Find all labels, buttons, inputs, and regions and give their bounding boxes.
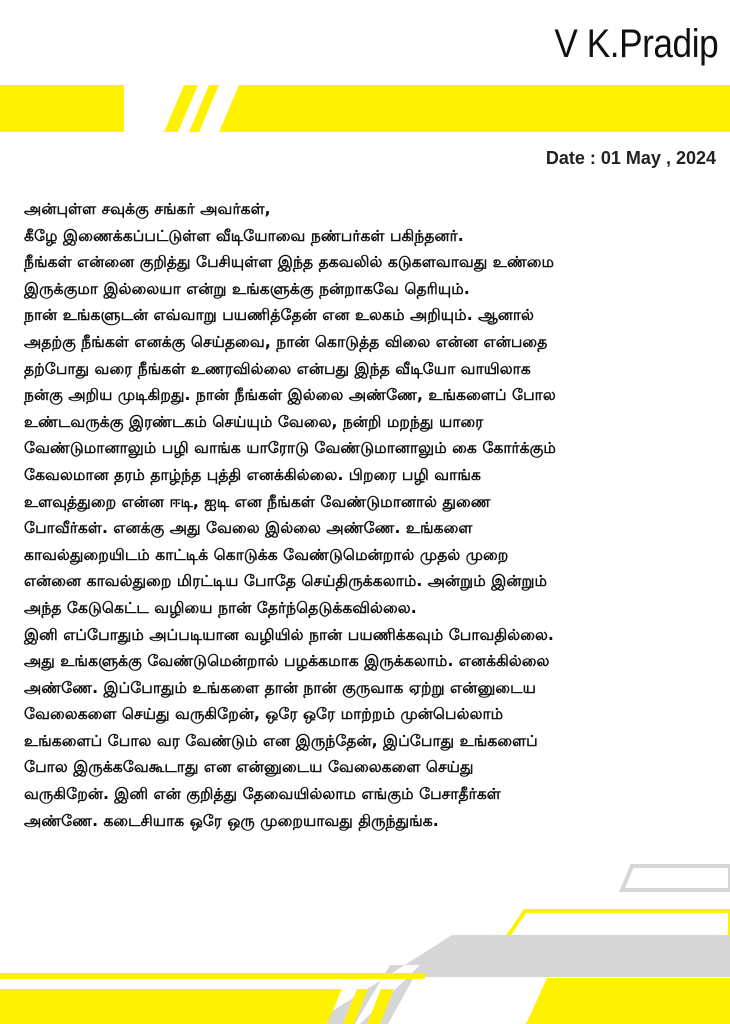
sender-name: V K.Pradip xyxy=(554,22,718,66)
bottom-yellow-outline xyxy=(500,911,730,948)
bottom-yellow-slash-1 xyxy=(343,989,368,1024)
bottom-white-slash xyxy=(460,978,498,1024)
letter-line: அன்புள்ள சவுக்கு சங்கர் அவர்கள், xyxy=(24,200,271,218)
letter-line: காவல்துறையிடம் காட்டிக் கொடுக்க வேண்டுமென்றால் முதல் முறை xyxy=(24,545,509,564)
letter-line: நீங்கள் என்னை குறித்து பேசியுள்ள இந்த தகவலில் கடுகளவாவது உண்மை xyxy=(24,253,555,272)
bottom-gray-block xyxy=(312,935,730,1024)
bottom-yellow-bar-right xyxy=(526,978,730,1024)
top-yellow-slash-1 xyxy=(164,85,198,132)
top-yellow-bar-left xyxy=(0,85,124,132)
letter-line: அந்த கேடுகெட்ட வழியை நான் தேர்ந்தெடுக்கவில்லை. xyxy=(24,598,417,617)
bottom-gray-outline xyxy=(622,866,730,890)
bottom-yellow-thin-line xyxy=(0,973,425,979)
letter-date: Date : 01 May , 2024 xyxy=(545,148,716,168)
letter-line: உண்டவருக்கு இரண்டகம் செய்யும் வேலை, நன்றி மறந்து யாரை xyxy=(24,412,484,431)
letter-line: வருகிறேன். இனி என் குறித்து தேவையில்லாம எங்கும் பேசாதீர்கள் xyxy=(24,785,501,804)
letter-line: வேலைகளை செய்து வருகிறேன், ஒரே ஒரே மாற்றம் முன்பெல்லாம் xyxy=(24,705,504,724)
letter-line: கேவலமான தரம் தாழ்ந்த புத்தி எனக்கில்லை. பிறரை பழி வாங்க xyxy=(24,465,481,484)
bottom-yellow-bar-left xyxy=(0,989,342,1024)
letter-line: கீழே இணைக்கப்பட்டுள்ள வீடியோவை நண்பர்கள் பகிந்தனர். xyxy=(24,226,464,245)
letter-line: அதற்கு நீங்கள் எனக்கு செய்தவை, நான் கொடுத்த விலை என்ன என்பதை xyxy=(24,332,548,351)
letter-line: தற்போது வரை நீங்கள் உணரவில்லை என்பது இந்த வீடியோ வாயிலாக xyxy=(24,359,531,378)
letter-line: போவீர்கள். எனக்கு அது வேலை இல்லை அண்ணே. உங்களை xyxy=(24,519,473,538)
letter-line: அண்ணே. இப்போதும் உங்களை தான் நான் குருவாக ஏற்று என்னுடைய xyxy=(24,678,536,697)
top-yellow-bar-right xyxy=(219,85,730,132)
letter-line: இனி எப்போதும் அப்படியான வழியில் நான் பயணிக்கவும் போவதில்லை. xyxy=(24,625,554,644)
letter-line: என்னை காவல்துறை மிரட்டிய போதே செய்திருக்கலாம். அன்றும் இன்றும் xyxy=(24,572,548,591)
letter-line: வேண்டுமானாலும் பழி வாங்க யாரோடு வேண்டுமானாலும் கை கோர்க்கும் xyxy=(24,439,556,458)
letter-line: உளவுத்துறை என்ன ஈடி, ஐடி என நீங்கள் வேண்டுமானால் துணை xyxy=(24,492,491,511)
letter-line: நான் உங்களுடன் எவ்வாறு பயணித்தேன் என உலகம் அறியும். ஆனால் xyxy=(24,306,535,325)
bottom-gray-block-lower xyxy=(360,965,730,1024)
letter-line: உங்களைப் போல வர வேண்டும் என இருந்தேன், இப்போது உங்களைப் xyxy=(24,731,538,750)
letter-line: இருக்குமா இல்லையா என்று உங்களுக்கு நன்றாகவே தெரியும். xyxy=(24,279,470,298)
bottom-yellow-slash-2 xyxy=(367,989,394,1024)
letter-body xyxy=(24,196,724,834)
top-yellow-slash-2 xyxy=(189,85,219,132)
letter-line: அது உங்களுக்கு வேண்டுமென்றால் பழக்கமாக இருக்கலாம். எனக்கில்லை xyxy=(24,652,550,671)
letter-line: அண்ணே. கடைசியாக ஒரே ஒரு முறையாவது திருந்துங்க. xyxy=(24,811,439,830)
letter-line: நன்கு அறிய முடிகிறது. நான் நீங்கள் இல்லை அண்ணே, உங்களைப் போல xyxy=(24,386,556,405)
letter-line: போல இருக்கவேகூடாது என என்னுடைய வேலைகளை செய்து xyxy=(24,758,474,777)
